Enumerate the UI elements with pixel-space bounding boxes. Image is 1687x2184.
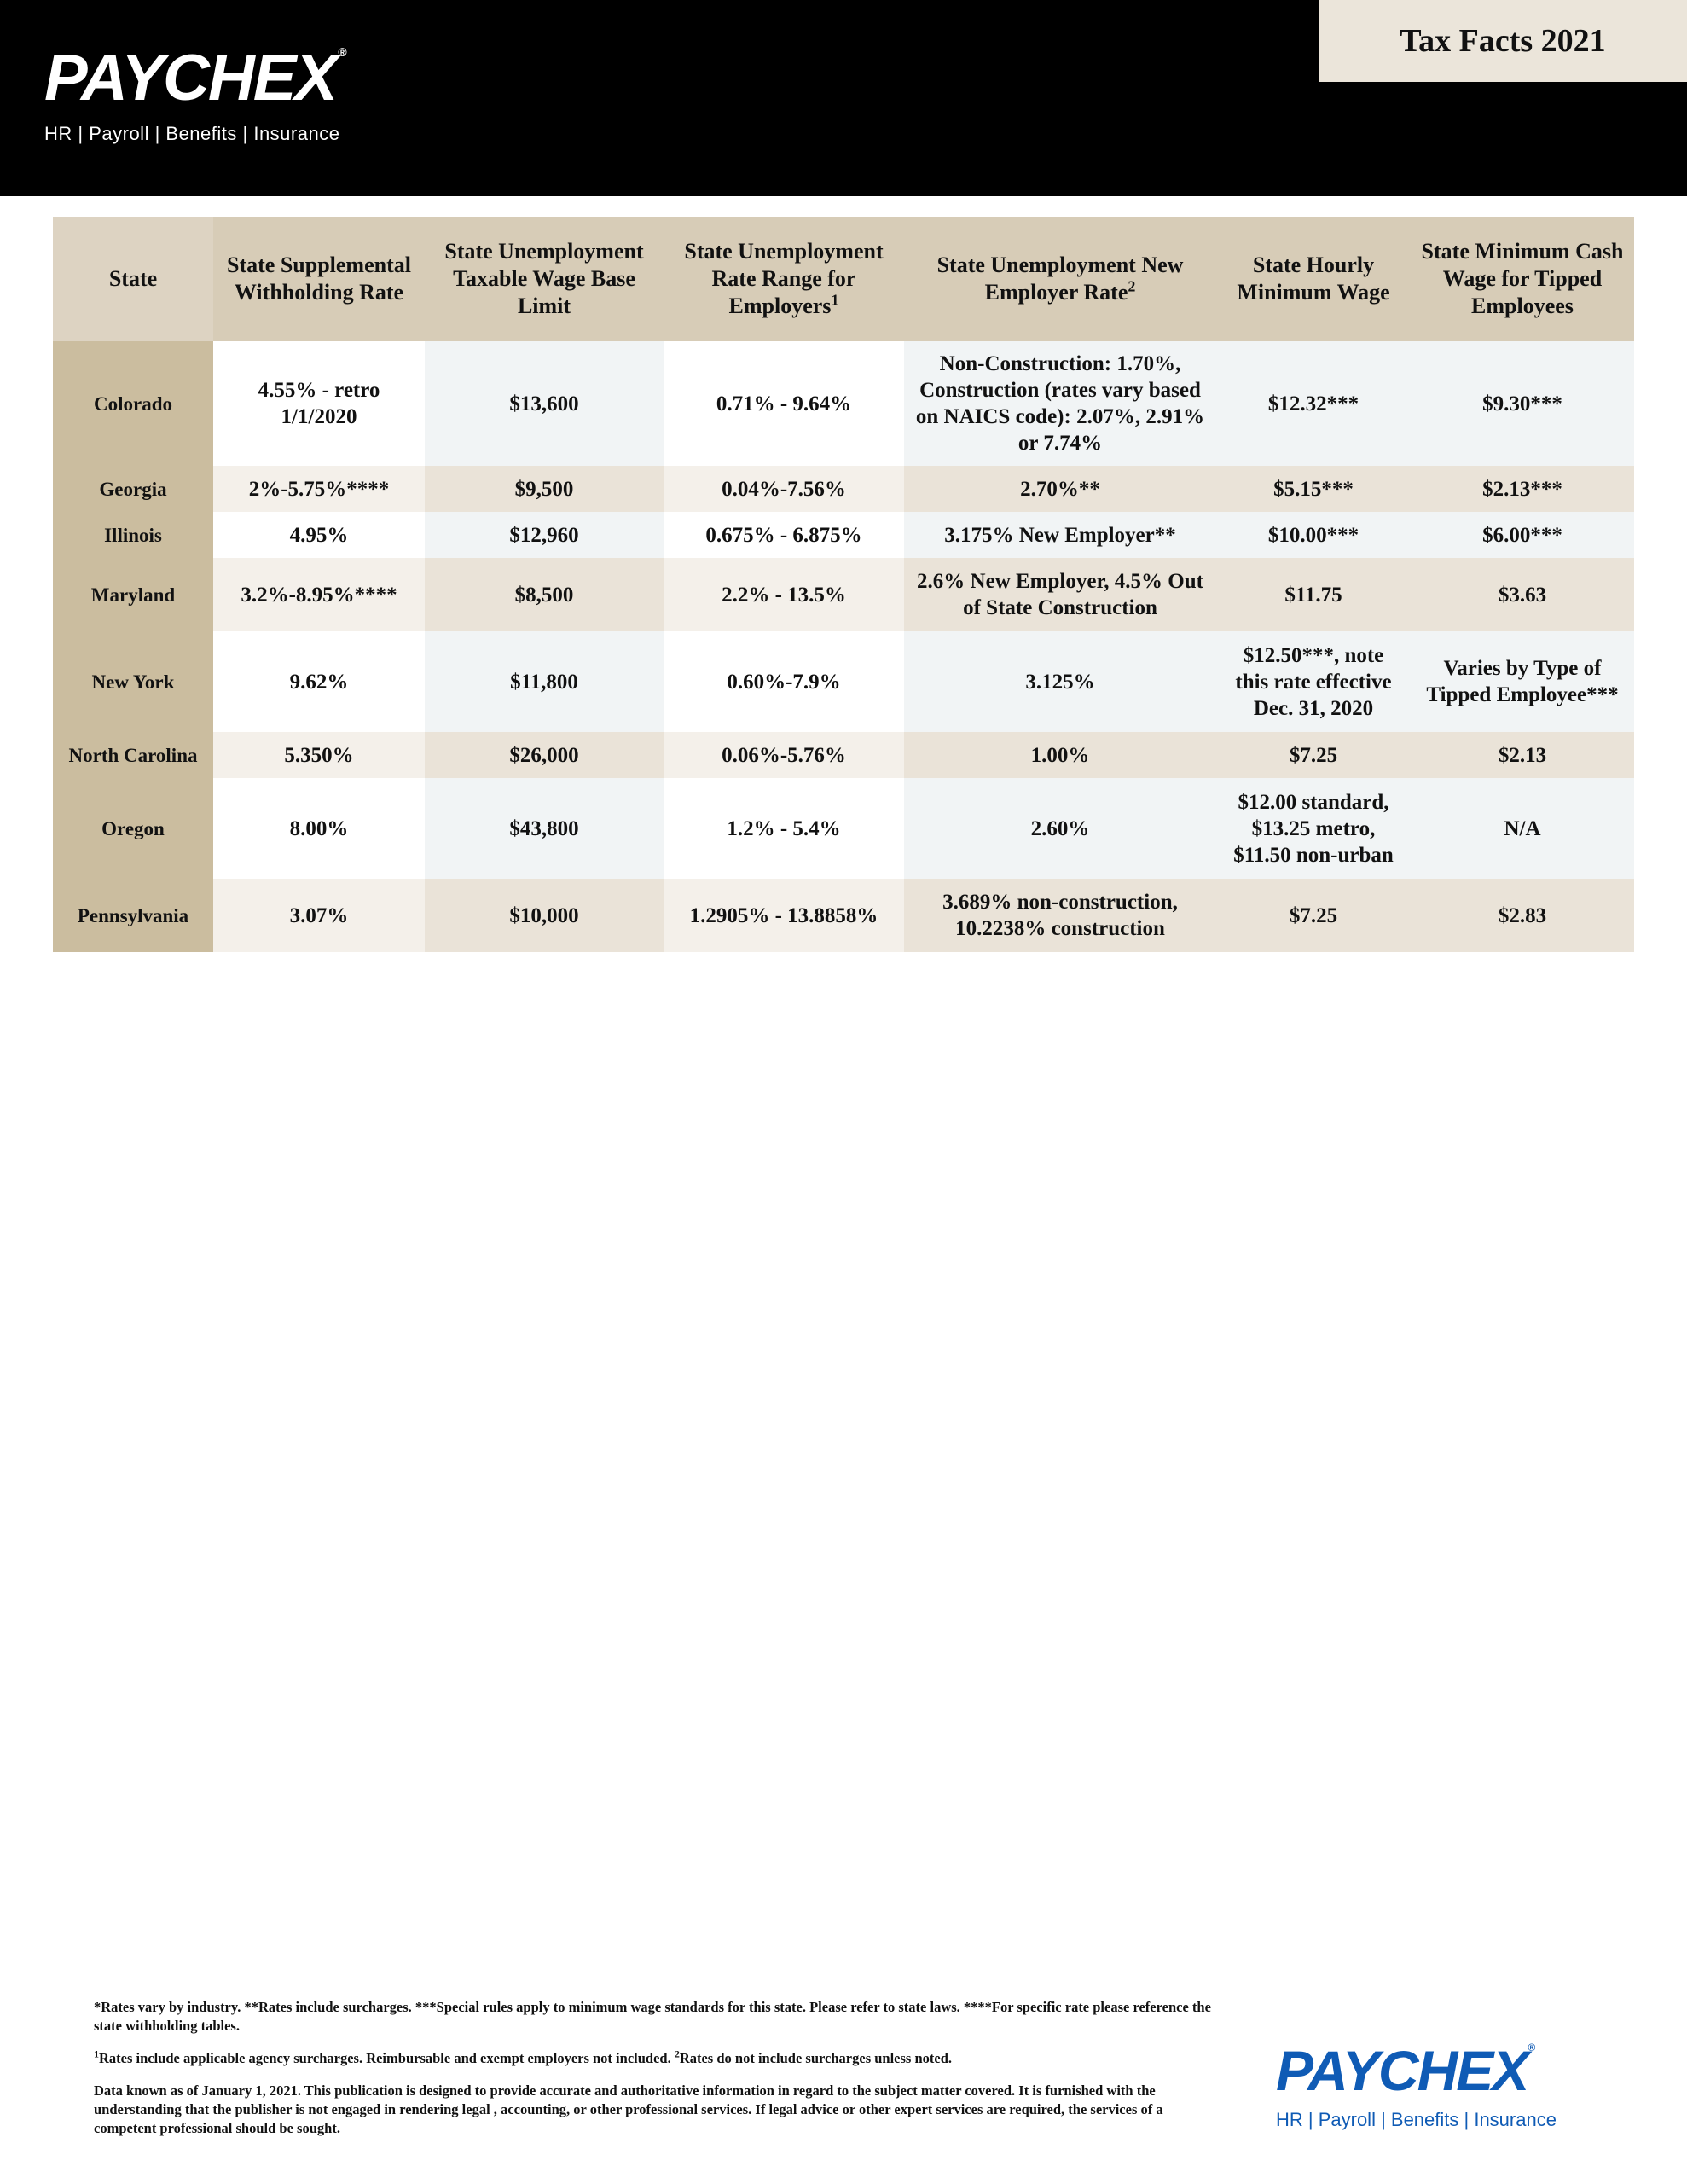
table-row — [53, 778, 1634, 879]
table-cell: 2.60% — [904, 778, 1216, 879]
table-cell: $10.00*** — [1216, 512, 1411, 558]
state-name-cell: Oregon — [53, 778, 213, 879]
table-cell: 9.62% — [213, 631, 425, 732]
column-header-0 — [53, 217, 213, 341]
footnote-2-text: Rates do not include surcharges unless noted. — [679, 2050, 953, 2066]
footnote-sup-1: 1 — [94, 2048, 99, 2060]
paychex-logo — [44, 42, 345, 145]
table-cell: $3.63 — [1411, 558, 1634, 631]
logo-tagline: HR | Payroll | Benefits | Insurance — [44, 123, 340, 144]
column-header-label: State Supplemental Withholding Rate — [227, 253, 411, 305]
table-cell: $6.00*** — [1411, 512, 1634, 558]
table-header-row — [53, 217, 1634, 341]
column-header-3 — [664, 217, 904, 341]
footer-logo-registered-mark: ® — [1528, 2042, 1534, 2053]
table-cell: 1.00% — [904, 732, 1216, 778]
logo-wordmark: PAYCHEX — [44, 42, 337, 114]
table-cell: 8.00% — [213, 778, 425, 879]
table-row — [53, 879, 1634, 952]
footnote-disclaimer: Data known as of January 1, 2021. This publication is designed to provide accurate and authoritative information in regard to the subject matter covered. It is furnished with the understanding that the publisher is not engaged in rendering legal , accounting, or other professional services. If legal advice or other expert services are required, the services of a competent professional should be sought. — [94, 2082, 1163, 2136]
table-cell: 4.55% - retro 1/1/2020 — [213, 341, 425, 466]
table-row — [53, 466, 1634, 512]
table-cell: $2.13 — [1411, 732, 1634, 778]
footnote-numbered — [94, 2049, 1220, 2068]
table-cell: $26,000 — [425, 732, 664, 778]
table-cell: $11.75 — [1216, 558, 1411, 631]
page-title: Tax Facts 2021 — [1319, 0, 1687, 82]
footer-logo-tagline: HR | Payroll | Benefits | Insurance — [1276, 2109, 1557, 2130]
paychex-footer-logo — [1276, 2039, 1557, 2131]
column-header-label: State Minimum Cash Wage for Tipped Employees — [1421, 239, 1624, 318]
footnote-1-text: Rates include applicable agency surcharges. Reimbursable and exempt employers not included. — [99, 2050, 675, 2066]
table-cell: $12.50***, note this rate effective Dec. 31, 2020 — [1216, 631, 1411, 732]
table-row — [53, 341, 1634, 466]
table-cell: 1.2905% - 13.8858% — [664, 879, 904, 952]
table-cell: Varies by Type of Tipped Employee*** — [1411, 631, 1634, 732]
table-cell: $12.00 standard, $13.25 metro, $11.50 non-urban — [1216, 778, 1411, 879]
state-name-cell: Colorado — [53, 341, 213, 466]
table-cell: 2%-5.75%**** — [213, 466, 425, 512]
column-header-6 — [1411, 217, 1634, 341]
column-header-label: State Hourly Minimum Wage — [1237, 253, 1390, 305]
table-cell: 1.2% - 5.4% — [664, 778, 904, 879]
footnotes — [94, 1998, 1220, 2152]
table-row — [53, 732, 1634, 778]
table-cell: $11,800 — [425, 631, 664, 732]
table-cell: 0.04%-7.56% — [664, 466, 904, 512]
column-header-4 — [904, 217, 1216, 341]
state-name-cell: Georgia — [53, 466, 213, 512]
table-cell: 3.07% — [213, 879, 425, 952]
table-cell: 3.125% — [904, 631, 1216, 732]
table-cell: $2.13*** — [1411, 466, 1634, 512]
column-header-label: State Unemployment Rate Range for Employers — [684, 239, 884, 318]
table-cell: $12.32*** — [1216, 341, 1411, 466]
table-cell: $13,600 — [425, 341, 664, 466]
table-cell: N/A — [1411, 778, 1634, 879]
column-header-label: State — [108, 266, 158, 291]
state-name-cell: New York — [53, 631, 213, 732]
tax-facts-table — [53, 217, 1634, 952]
table-cell: 0.675% - 6.875% — [664, 512, 904, 558]
table-cell: 3.175% New Employer** — [904, 512, 1216, 558]
page-header — [0, 0, 1687, 196]
logo-registered-mark: ® — [338, 45, 345, 59]
table-cell: $8,500 — [425, 558, 664, 631]
table-body — [53, 341, 1634, 952]
table-cell: $12,960 — [425, 512, 664, 558]
table-cell: Non-Construction: 1.70%, Construction (rates vary based on NAICS code): 2.07%, 2.91% or 7.74% — [904, 341, 1216, 466]
table-cell: $7.25 — [1216, 732, 1411, 778]
column-header-5 — [1216, 217, 1411, 341]
table-cell: $2.83 — [1411, 879, 1634, 952]
table-cell: 5.350% — [213, 732, 425, 778]
column-header-label: State Unemployment Taxable Wage Base Limit — [444, 239, 644, 318]
table-cell: 0.06%-5.76% — [664, 732, 904, 778]
state-name-cell: Maryland — [53, 558, 213, 631]
footnote-sup-2: 2 — [674, 2048, 680, 2060]
table-cell: 0.60%-7.9% — [664, 631, 904, 732]
footnote-asterisks: *Rates vary by industry. **Rates include surcharges. ***Special rules apply to minimum wage standards for this state. Please refer to state laws. ****For specific rate please reference the state withholding tables. — [94, 1999, 1211, 2034]
table-row — [53, 558, 1634, 631]
table-cell: 0.71% - 9.64% — [664, 341, 904, 466]
state-name-cell: Pennsylvania — [53, 879, 213, 952]
table-row — [53, 631, 1634, 732]
column-header-label: State Unemployment New Employer Rate — [936, 253, 1184, 305]
table-cell: $5.15*** — [1216, 466, 1411, 512]
table-cell: 2.2% - 13.5% — [664, 558, 904, 631]
table-cell: $7.25 — [1216, 879, 1411, 952]
table-cell: 2.70%** — [904, 466, 1216, 512]
footer-logo-wordmark: PAYCHEX — [1276, 2039, 1528, 2102]
column-header-footnote-ref: 2 — [1128, 277, 1136, 295]
table-cell: 4.95% — [213, 512, 425, 558]
table-cell: $9,500 — [425, 466, 664, 512]
column-header-1 — [213, 217, 425, 341]
table-cell: 3.2%-8.95%**** — [213, 558, 425, 631]
table-row — [53, 512, 1634, 558]
column-header-footnote-ref: 1 — [831, 291, 839, 309]
table-cell: 2.6% New Employer, 4.5% Out of State Construction — [904, 558, 1216, 631]
table-cell: $43,800 — [425, 778, 664, 879]
table-cell: 3.689% non-construction, 10.2238% construction — [904, 879, 1216, 952]
column-header-2 — [425, 217, 664, 341]
state-name-cell: North Carolina — [53, 732, 213, 778]
table-cell: $9.30*** — [1411, 341, 1634, 466]
state-name-cell: Illinois — [53, 512, 213, 558]
table-cell: $10,000 — [425, 879, 664, 952]
